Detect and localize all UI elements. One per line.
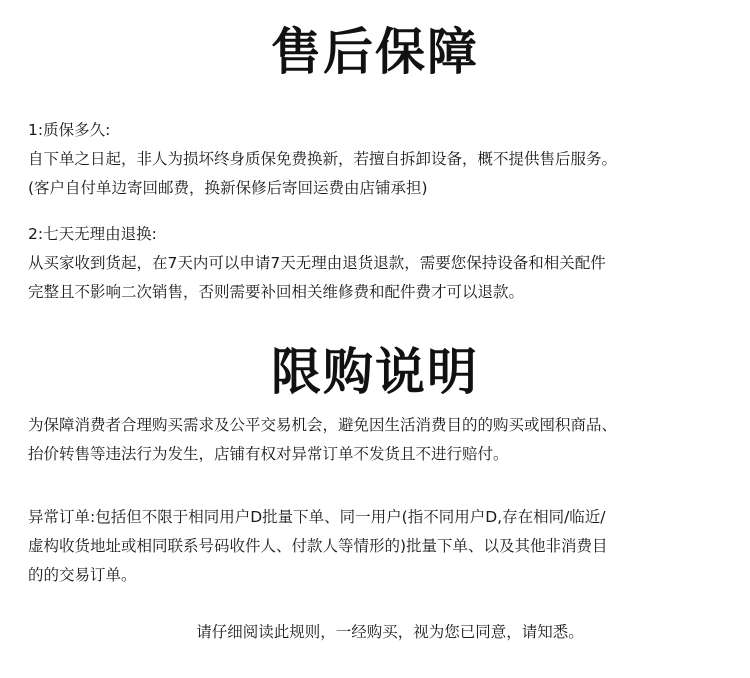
- intro-line: 为保障消费者合理购买需求及公平交易机会，避免因生活消费目的的购买或囤积商品、: [28, 416, 618, 434]
- after-sales-title: 售后保障: [271, 23, 479, 81]
- abnormal-order-line: 异常订单:包括但不限于相同用户D批量下单、同一用户(指不同用户D,存在相同/临近/: [28, 508, 606, 526]
- warranty-line: (客户自付单边寄回邮费，换新保修后寄回运费由店铺承担): [28, 179, 428, 197]
- abnormal-order-line: 虚构收货地址或相同联系号码收件人、付款人等情形的)批量下单、以及其他非消费目: [28, 537, 608, 555]
- abnormal-order-section: [28, 503, 728, 590]
- return-policy-heading: 2:七天无理由退换:: [28, 225, 157, 243]
- abnormal-order-line: 的的交易订单。: [28, 566, 137, 584]
- warranty-line: 自下单之日起，非人为损坏终身质保免费换新，若擅自拆卸设备，概不提供售后服务。: [28, 150, 618, 168]
- return-policy-line: 完整且不影响二次销售，否则需要补回相关维修费和配件费才可以退款。: [28, 283, 525, 301]
- purchase-limit-intro: [28, 411, 728, 469]
- intro-line: 抬价转售等违法行为发生，店铺有权对异常订单不发货且不进行赔付。: [28, 445, 509, 463]
- agreement-notice: 请仔细阅读此规则，一经购买，视为您已同意，请知悉。: [196, 623, 584, 641]
- return-policy-line: 从买家收到货起，在7天内可以申请7天无理由退货退款，需要您保持设备和相关配件: [28, 254, 606, 272]
- warranty-section: [28, 116, 728, 203]
- purchase-limit-title: 限购说明: [271, 343, 479, 401]
- return-policy-section: [28, 220, 728, 307]
- warranty-heading: 1:质保多久:: [28, 121, 111, 139]
